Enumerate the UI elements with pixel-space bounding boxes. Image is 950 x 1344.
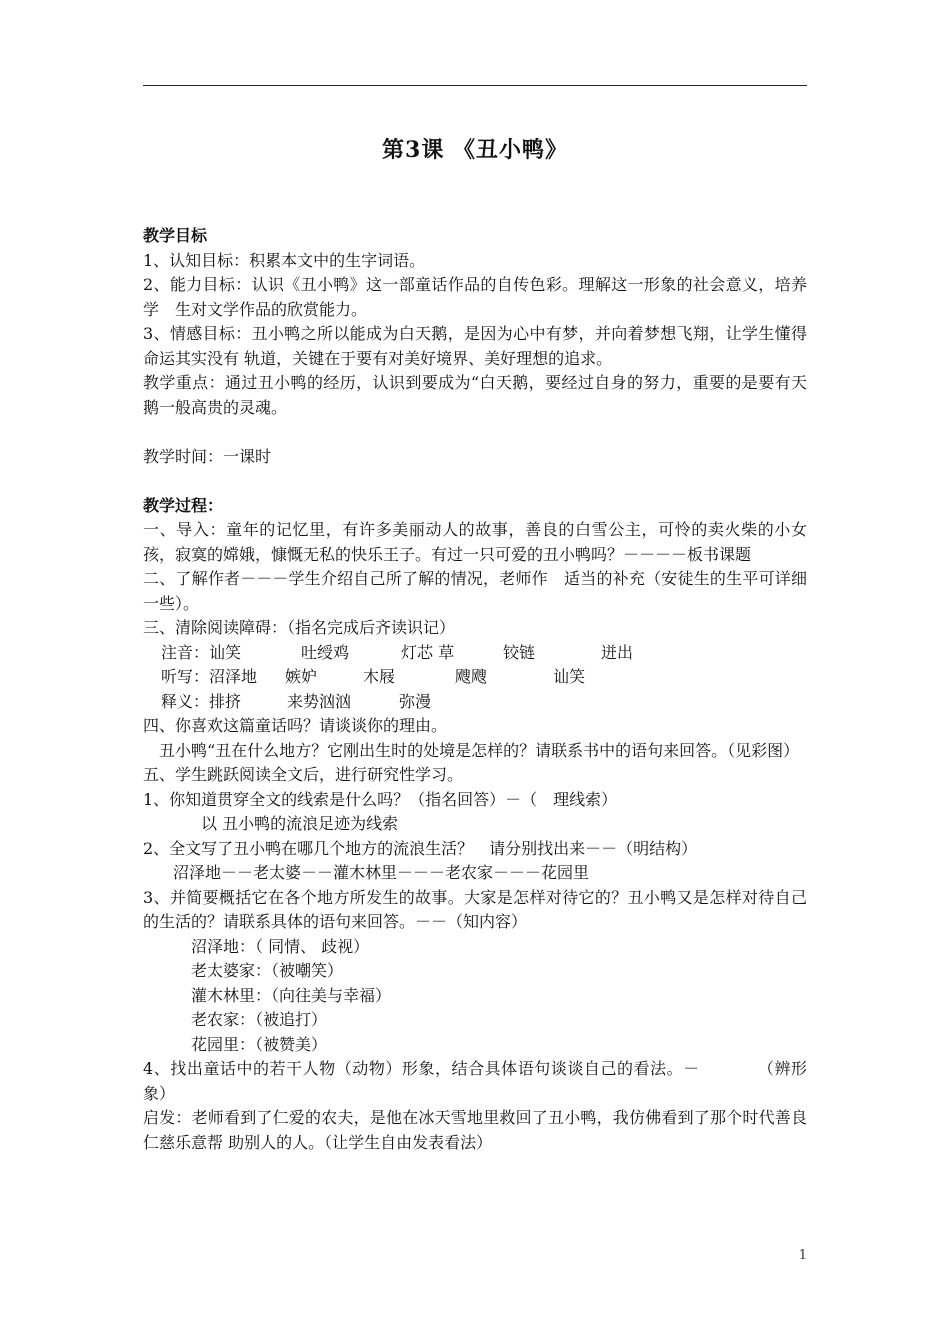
spacer [143,469,807,494]
place-item: 沼泽地：（ 同情、 歧视） [191,936,370,956]
key-point: 教学重点：通过丑小鸭的经历，认识到要成为“白天鹅，要经过自身的努力，重要的是要有天鹅一般高贵的灵魂。 [143,373,807,417]
pinyin-item: 铰链 [503,642,536,662]
dictation-item: 飕飕 [455,667,488,686]
page-number: 1 [798,1248,807,1263]
dictation-item: 讪笑 [553,667,586,686]
pinyin-item: 吐绶鸡 [301,642,350,662]
pinyin-row [143,641,807,666]
meaning-item: 弥漫 [399,691,432,711]
place-item: 老农家：（被追打） [191,1010,328,1029]
place-item: 灌木林里：（向往美与幸福） [191,985,392,1005]
dictation-item: 嫉妒 [285,667,318,686]
question-1-answer: 以 丑小鸭的流浪足迹为线索 [201,814,399,833]
dictation-item: 木屐 [363,667,396,686]
objective-3: 3、情感目标：丑小鸭之所以能成为白天鹅，是因为心中有梦，并向着梦想飞翔，让学生懂得命运其实没有 轨道，关键在于要有对美好境界、美好理想的追求。 [143,324,807,368]
meaning-item: 来势汹汹 [287,691,352,711]
question-2: 2、全文写了丑小鸭在哪几个地方的流浪生活？ 请分别找出来－－（明结构） [143,838,698,858]
question-1: 1、你知道贯穿全文的线索是什么吗？（指名回答）－（ 理线索） [143,789,618,809]
pinyin-item: 迸出 [601,642,634,662]
page-title: 第3课 《丑小鸭》 [382,137,568,163]
pinyin-item: 灯芯 草 [401,642,455,662]
objectives-heading: 教学目标 [143,226,208,245]
place-item: 老太婆家：（被嘲笑） [191,961,344,980]
inspiration: 启发：老师看到了仁爱的农夫，是他在冰天雪地里救回了丑小鸭，我仿佛看到了那个时代善良仁慈乐意帮 助别人的人。（让学生自由发表看法） [143,1108,807,1152]
step-2-author: 二、了解作者－－－学生介绍自己所了解的情况，老师作 适当的补充（安徒生的生平可详细一些）。 [143,569,807,613]
meaning-item: 释义：排挤 [161,691,242,711]
teaching-time: 教学时间：一课时 [143,446,272,466]
question-2-answer: 沼泽地－－老太婆－－灌木林里－－－老农家－－－花园里 [173,863,590,882]
objective-1: 1、认知目标：积累本文中的生字词语。 [143,250,426,270]
step-1-intro: 一、导入：童年的记忆里，有许多美丽动人的故事，善良的白雪公主，可怜的卖火柴的小女孩，寂寞的嫦娥，慷慨无私的快乐王子。有过一只可爱的丑小鸭吗？－－－－板书课题 [143,520,807,564]
place-item: 花园里：（被赞美） [191,1034,328,1054]
step-3-obstacles: 三、清除阅读障碍：（指名完成后齐读识记） [143,618,456,637]
meaning-row [143,690,807,715]
document-body [143,224,807,1155]
process-heading: 教学过程： [143,495,224,515]
step-4-question: 丑小鸭“丑在什么地方？它刚出生时的处境是怎样的？请联系书中的语句来回答。（见彩图） [159,740,800,760]
step-4-opinion: 四、你喜欢这篇童话吗？请谈谈你的理由。 [143,716,448,735]
header-rule [143,85,807,86]
question-4: 4、找出童话中的若干人物（动物）形象，结合具体语句谈谈自己的看法。－ （辨形象） [143,1059,807,1103]
pinyin-item: 注音：讪笑 [161,642,242,662]
step-5-study: 五、学生跳跃阅读全文后，进行研究性学习。 [143,765,464,784]
dictation-item: 听写：沼泽地 [161,667,258,686]
spacer [143,420,807,445]
objective-2: 2、能力目标：认识《丑小鸭》这一部童话作品的自传色彩。理解这一形象的社会意义，培养学 生对文学作品的欣赏能力。 [143,275,807,319]
question-3: 3、并简要概括它在各个地方所发生的故事。大家是怎样对待它的？丑小鸭又是怎样对待自己的生活的？请联系具体的语句来回答。－－（知内容） [143,887,807,931]
dictation-row [143,665,807,690]
